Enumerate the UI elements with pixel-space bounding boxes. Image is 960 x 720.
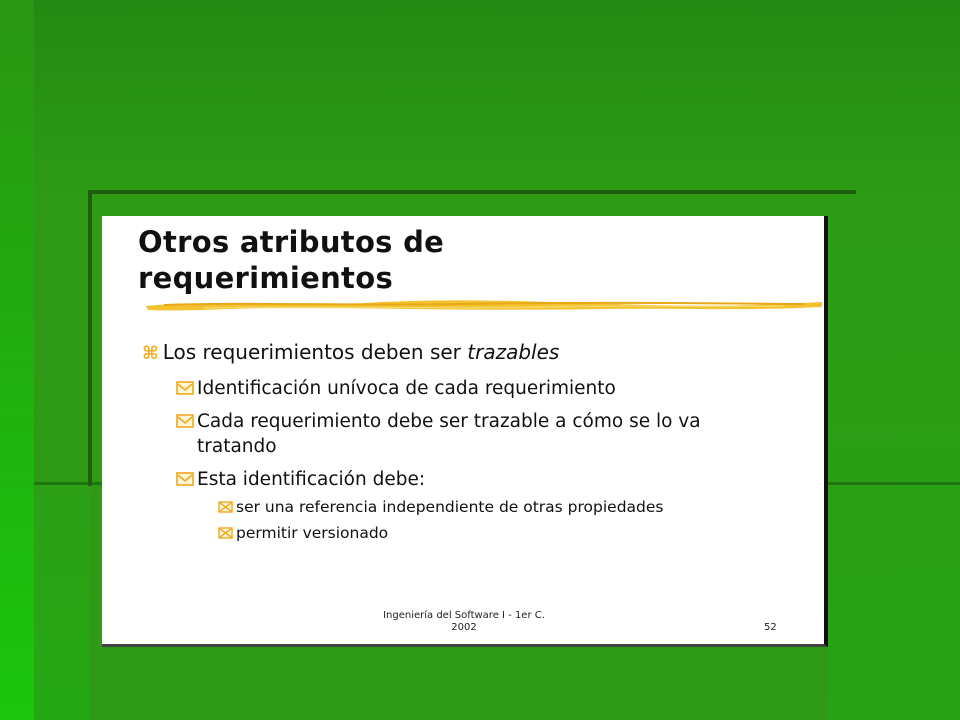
envelope-box-icon [176,414,194,428]
slide-image [102,216,828,647]
background-lower-left-panel [34,484,90,720]
command-key-icon: ⌘ [142,343,159,364]
crossed-box-icon [218,527,233,539]
footer-course: Ingeniería del Software I - 1er C. [383,610,545,621]
sub-sub-bullet-1-text: ser una referencia independiente de otras propiedades [236,498,664,516]
frame-edge-left [88,190,92,486]
page-number: 52 [764,622,777,633]
envelope-box-icon [176,381,194,395]
slide-footer [334,610,594,634]
frame-edge-top [88,190,856,194]
sub-sub-bullet-2-text: permitir versionado [236,524,389,542]
footer-year: 2002 [451,622,477,633]
slide-title-line1: Otros atributos de [138,225,445,259]
bullet-level1-text: Los requerimientos deben ser trazables [162,340,560,364]
sub-sub-bullet-2 [218,523,808,544]
envelope-box-icon [176,472,194,486]
sub-bullet-2 [176,409,808,459]
sub-bullet-1-text: Identificación unívoca de cada requerimiento [197,378,616,399]
sub-sub-bullet-1 [218,497,808,518]
bullet-list [142,338,808,544]
sub-bullet-2-text: Cada requerimiento debe ser trazable a cómo se lo va tratando [197,411,701,457]
crossed-box-icon [218,501,233,513]
sub-bullet-3-text: Esta identificación debe: [197,469,426,490]
background-top [0,0,960,190]
background-left-strip [0,0,34,720]
sub-bullet-3 [176,467,808,492]
brush-underline [144,294,824,316]
slide-title [138,224,444,296]
slide-title-line2: requerimientos [138,261,394,295]
background-right-panel [828,190,960,720]
bullet-level1 [142,338,808,368]
sub-bullet-1 [176,376,808,401]
